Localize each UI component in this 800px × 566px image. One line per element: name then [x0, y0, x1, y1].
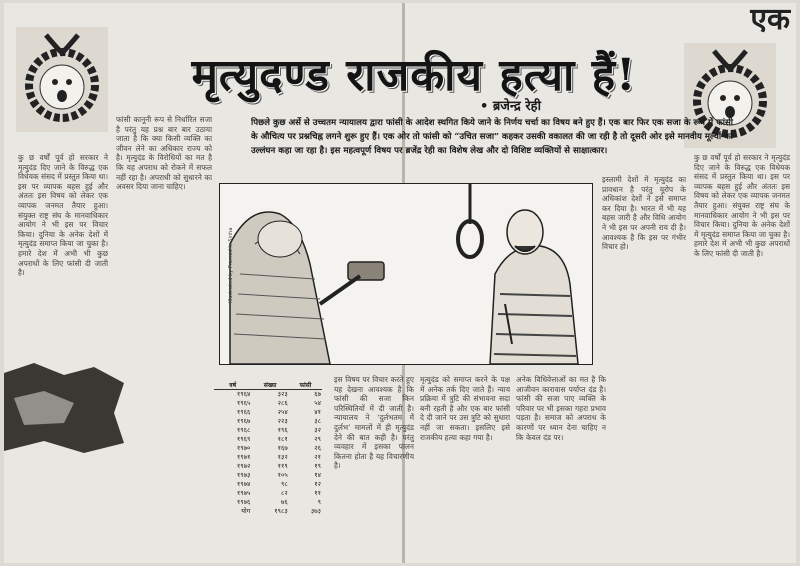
table-cell: २२३	[277, 417, 288, 425]
table-row	[214, 435, 322, 444]
table-header: संख्या	[251, 381, 288, 390]
table-cell: १९६८	[236, 426, 251, 434]
table-row	[214, 498, 322, 507]
table-cell: १९७०	[236, 444, 251, 452]
table-cell: १९७२	[236, 462, 251, 470]
table-cell: १८१	[277, 435, 288, 443]
table-row	[214, 471, 322, 480]
table-row	[214, 408, 322, 417]
table-cell: २८६	[277, 399, 288, 407]
intro-paragraph: पिछले कुछ अर्से से उच्चतम न्यायालय द्वारा फांसी के आदेश स्थगित किये जाने के निर्णय चर्चा का विषय बने हुए हैं। एक बार फिर एक सजा के रूप में फांसी के औचित्य पर प्रश्नचिह्न लगने शुरू हुए हैं। एक ओर तो फांसी को “उचित सजा” कहकर उसकी वकालत की जा रही है तो दूसरी ओर इसे मानवीय मूल्यों का उल्लंघन कहा जा रहा है। इस महत्वपूर्ण विषय पर ब्रजेंद्र रेही का विशेष लेख और दो विशिष्ट व्यक्तियों से साक्षात्कार।	[251, 118, 733, 156]
table-cell: ८२	[281, 489, 288, 497]
article-column-6: इस्लामी देशों में मृत्युदंड का प्रावधान है परंतु यूरोप के अधिकांश देशों ने इसे समाप्त कर दिया है। भारत में भी यह बहस जारी है और विधि आयोग ने भी इस पर अपनी राय दी है। आवश्यक है कि इस पर गंभीर विचार हो।	[602, 175, 686, 252]
table-row	[214, 417, 322, 426]
article-column-3: इस विषय पर विचार करते हुए यह देखना आवश्यक है कि फांसी की सजा किन परिस्थितियों में दी जाती है। न्यायालय ने ‘दुर्लभतम में दुर्लभ’ मामलों में ही मृत्युदंड देने की बात कही है। परंतु व्यवहार में इसका पालन कितना होता है यह विचारणीय है।	[334, 375, 414, 471]
table-cell: १३२	[277, 453, 288, 461]
noose-face-illustration-left	[16, 27, 108, 132]
table-cell: २१	[314, 453, 321, 461]
table-cell: ९	[317, 498, 321, 506]
byline: • ब्रजेन्द्र रेही	[480, 99, 541, 114]
table-cell: १९७४	[236, 480, 251, 488]
table-cell: १९७५	[236, 489, 251, 497]
table-row	[214, 507, 322, 516]
table-cell: १९६७	[236, 417, 251, 425]
table-cell: २६	[314, 444, 321, 452]
table-cell: १४	[314, 471, 321, 479]
table-cell: ११	[314, 489, 321, 497]
table-cell: ६७	[314, 390, 321, 398]
table-row	[214, 426, 322, 435]
table-cell: १६७	[277, 444, 288, 452]
table-row	[214, 462, 322, 471]
table-cell: १९६९	[236, 435, 251, 443]
table-cell: १९८३	[274, 507, 288, 515]
execution-statistics-table	[214, 381, 322, 551]
table-cell: ११९	[277, 462, 288, 470]
table-cell: ९८	[281, 480, 288, 488]
article-column-1: कु छ वर्षों पूर्व हो सरकार ने मृत्युदंड दिए जाने के विरुद्ध एक विधेयक संसद में प्रस्तुत किया था। इस पर व्यापक बहस हुई और अंततः इस विषय को लेकर एक व्यापक जनमत तैयार हुआ। संयुक्त राष्ट्र संघ के मानवाधिकार आयोग ने भी इस पर विचार किया। दुनिया के अनेक देशों में मृत्युदंड समाप्त किया जा चुका है। हमारे देश में अभी भी कुछ अपराधों के लिए फांसी दी जाती है।	[18, 153, 108, 278]
table-cell: ५४	[314, 399, 321, 407]
table-cell: १२	[314, 480, 321, 488]
article-column-4: मृत्युदंड को समाप्त करने के पक्ष में अनेक तर्क दिए जाते हैं। न्याय प्रक्रिया में त्रुटि की संभावना सदा बनी रहती है और एक बार फांसी दे दी जाने पर उस त्रुटि को सुधारा नहीं जा सकता। इसलिए इसे राजकीय हत्या कहा गया है।	[420, 375, 510, 442]
article-column-5: अनेक विधिवेत्ताओं का मत है कि आजीवन कारावास पर्याप्त दंड है। फांसी की सजा पाए व्यक्ति के परिवार पर भी इसका गहरा प्रभाव पड़ता है। समाज को अपराध के कारणों पर ध्यान देना चाहिए न कि केवल दंड पर।	[516, 375, 606, 442]
article-column-7: कु छ वर्षों पूर्व हो सरकार ने मृत्युदंड दिए जाने के विरुद्ध एक विधेयक संसद में प्रस्तुत किया था। इस पर व्यापक बहस हुई और अंततः इस विषय को लेकर एक व्यापक जनमत तैयार हुआ। संयुक्त राष्ट्र संघ के मानवाधिकार आयोग ने भी इस पर विचार किया। दुनिया के अनेक देशों में मृत्युदंड समाप्त किया जा चुका है। हमारे देश में अभी भी कुछ अपराधों के लिए फांसी दी जाती है।	[694, 153, 790, 258]
table-row	[214, 480, 322, 489]
table-cell: १९६	[277, 426, 288, 434]
table-cell: ३२३	[277, 390, 288, 398]
corner-mark: एक	[750, 3, 790, 37]
table-cell: योग	[241, 507, 251, 515]
table-cell: १९६४	[236, 390, 251, 398]
table-row	[214, 444, 322, 453]
table-cell: ७६	[281, 498, 288, 506]
table-cell: १९७३	[236, 471, 251, 479]
table-cell: १९७६	[236, 498, 251, 506]
torn-paper-fragment	[4, 363, 124, 453]
table-header: फांसी	[289, 381, 322, 390]
table-cell: १९६५	[236, 399, 251, 407]
newspaper-page	[4, 3, 796, 563]
table-cell: १९	[314, 462, 321, 470]
table-cell: ३७३	[310, 507, 321, 515]
table-row	[214, 453, 322, 462]
table-cell: ३२	[314, 426, 321, 434]
judge-and-condemned-illustration	[219, 183, 593, 365]
headline: मृत्युदण्ड राजकीय हत्या हैं!	[191, 50, 637, 101]
table-row	[214, 390, 322, 400]
table-cell: २५४	[277, 408, 288, 416]
table-cell: २९	[314, 435, 321, 443]
illustration-credit: Illustrated by Pramod le Sinha	[228, 227, 234, 303]
table-cell: १९६६	[236, 408, 251, 416]
article-column-2: फांसी कानूनी रूप से निर्धारित सजा है परंतु यह प्रश्न बार बार उठाया जाता है कि क्या किसी व्यक्ति का जीवन लेने का अधिकार राज्य को है। मृत्युदंड के विरोधियों का मत है कि यह अपराध को रोकने में सफल नहीं रहा है। अपराधी को सुधारने का अवसर दिया जाना चाहिए।	[116, 115, 212, 192]
table-header: वर्ष	[214, 381, 251, 390]
table-cell: १९७१	[236, 453, 251, 461]
table-row	[214, 399, 322, 408]
table-cell: ४१	[314, 408, 321, 416]
table-cell: १०५	[277, 471, 288, 479]
table-row	[214, 489, 322, 498]
table-cell: ३८	[314, 417, 321, 425]
